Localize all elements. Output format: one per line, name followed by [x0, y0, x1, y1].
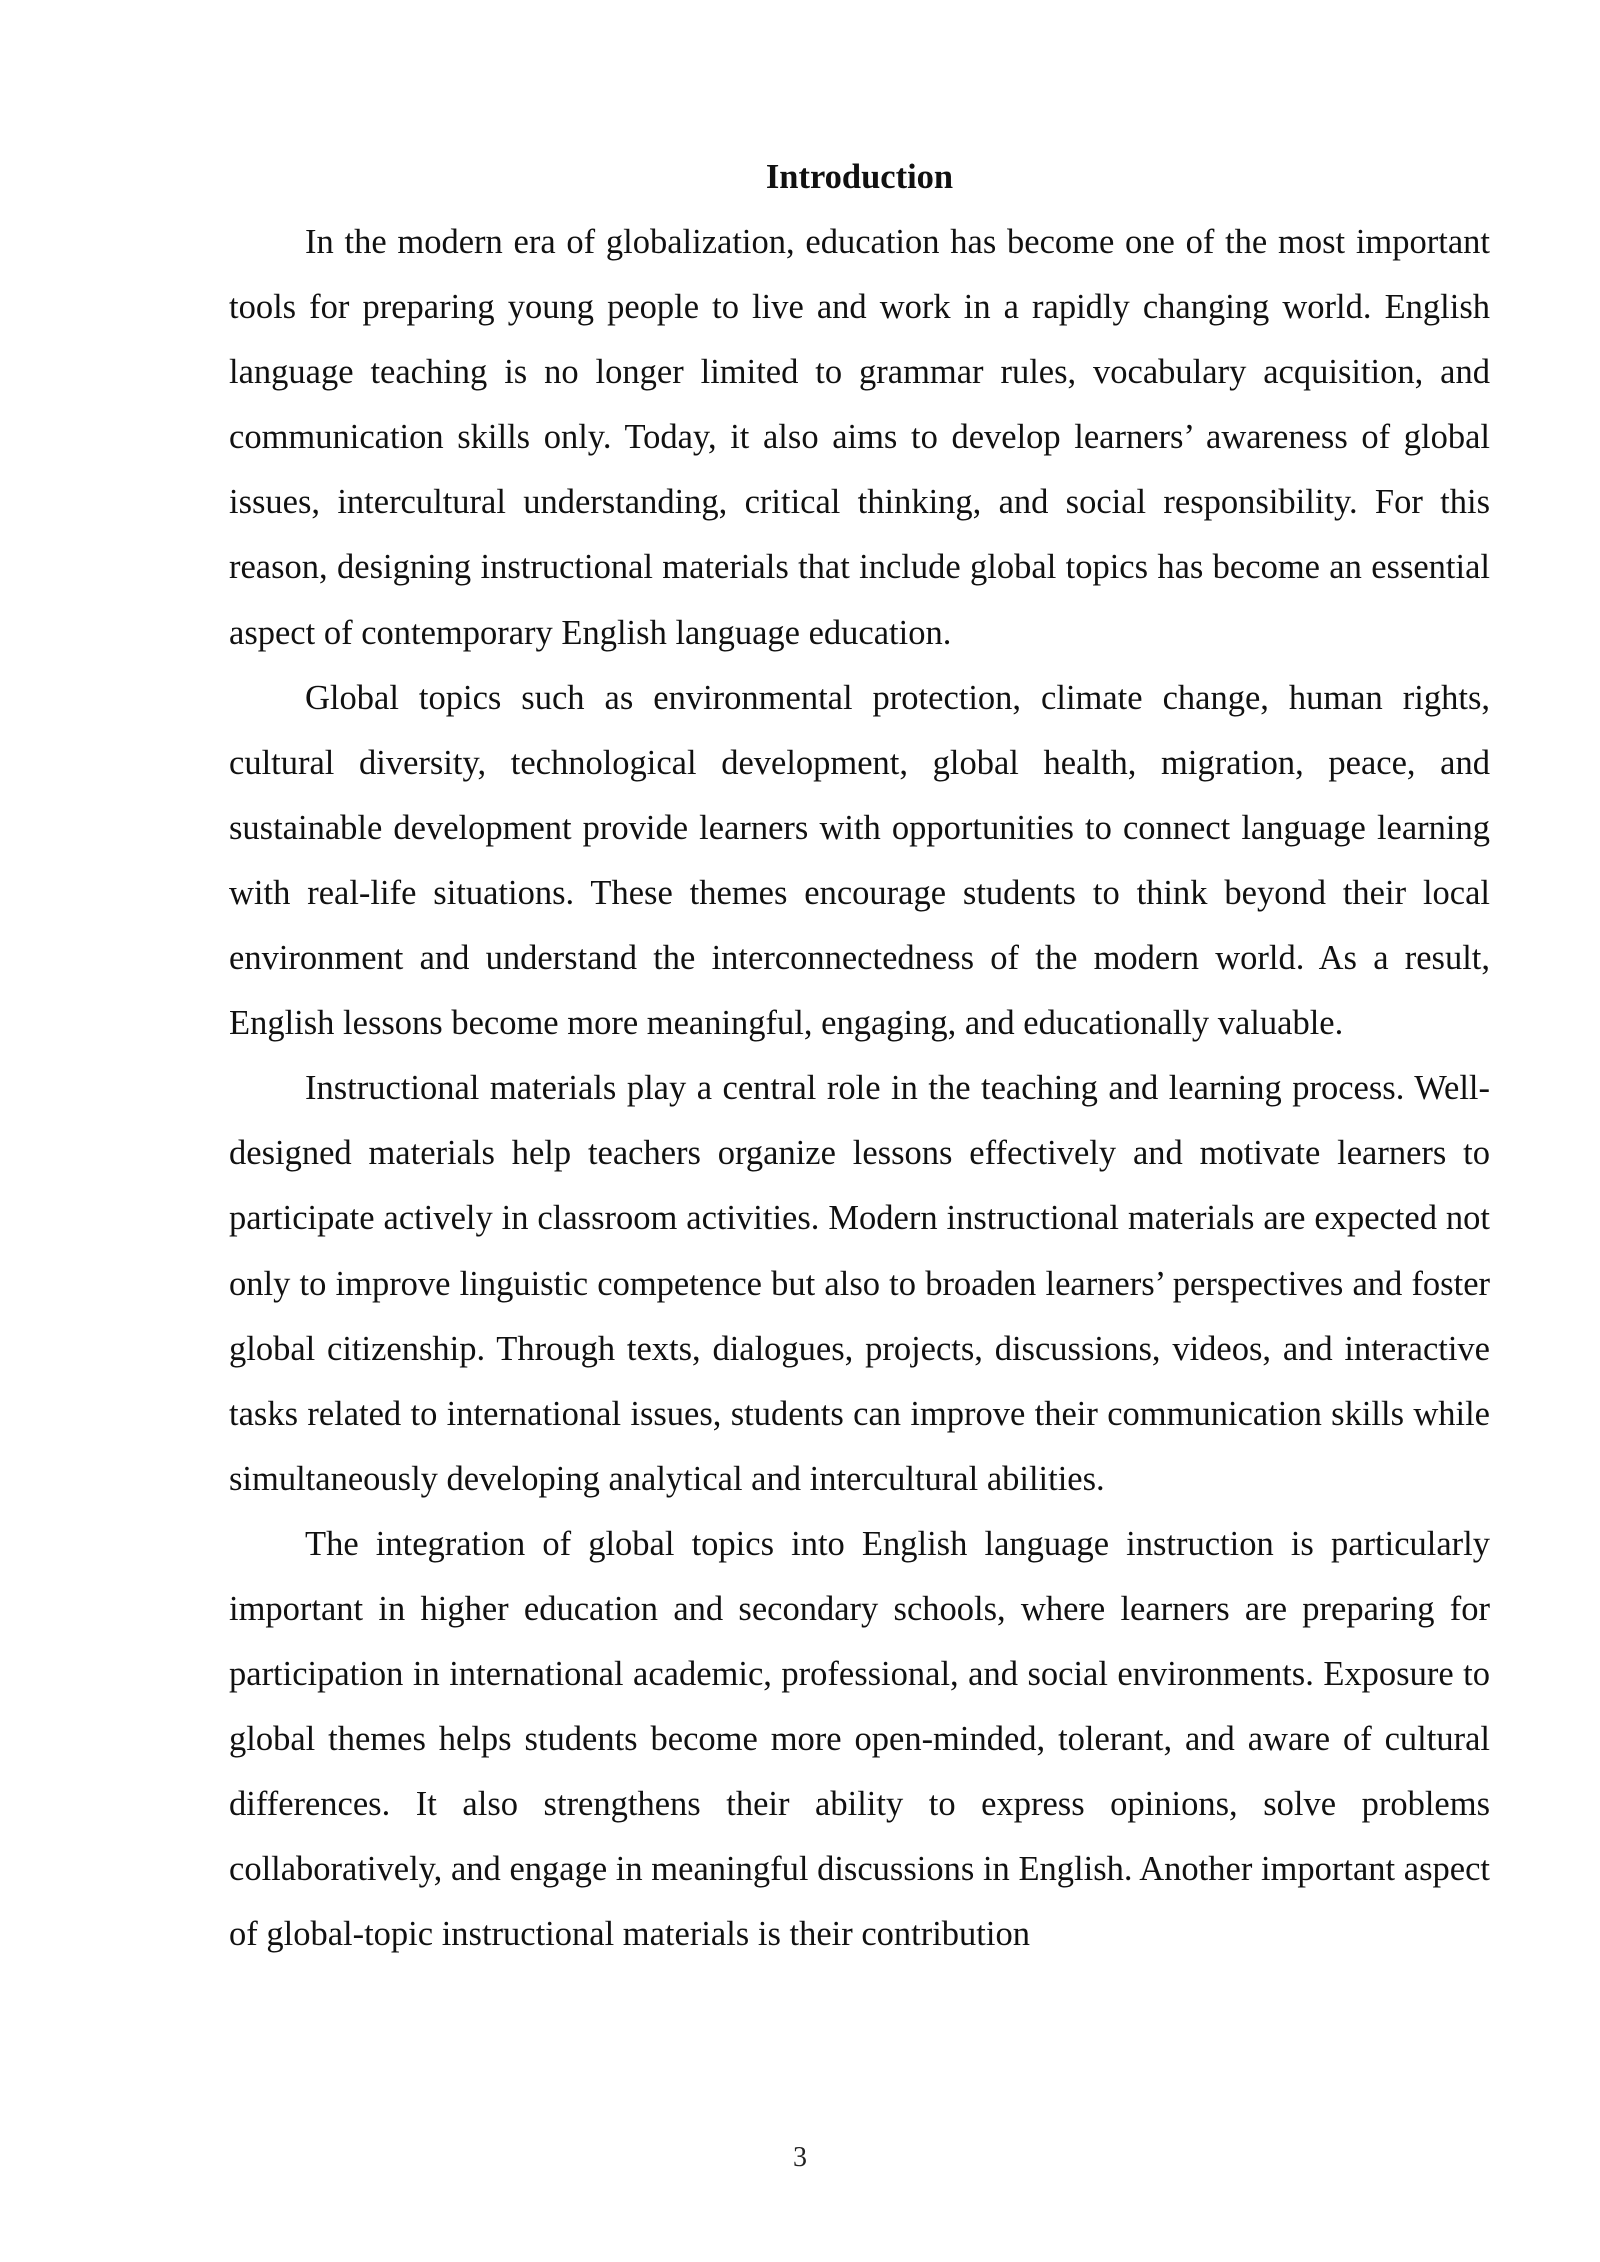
- paragraph-1: In the modern era of globalization, education has become one of the most important tools for preparing young people to live and work in a rapidly changing world. English language teaching is no longer limited to grammar rules, vocabulary acquisition, and communication skills only. Today, it also aims to develop learners’ awareness of global issues, intercultural understanding, critical thinking, and social responsibility. For this reason, designing instructional materials that include global topics has become an essential aspect of contemporary English language education.: [229, 223, 1490, 652]
- paragraph-4: The integration of global topics into English language instruction is particularly important in higher education and secondary schools, where learners are preparing for participation in international academic, professional, and social environments. Exposure to global themes helps students become more open-minded, tolerant, and aware of cultural differences. It also strengthens their ability to express opinions, solve problems collaboratively, and engage in meaningful discussions in English. Another important aspect of global-topic instructional materials is their contribution: [229, 1524, 1490, 1954]
- paragraph-3: Instructional materials play a central role in the teaching and learning process. Well-designed materials help teachers organize lessons effectively and motivate learners to participate actively in classroom activities. Modern instructional materials are expected not only to improve linguistic competence but also to broaden learners’ perspectives and foster global citizenship. Through texts, dialogues, projects, discussions, videos, and interactive tasks related to international issues, students can improve their communication skills while simultaneously developing analytical and intercultural abilities.: [229, 1069, 1490, 1498]
- section-heading: Introduction: [765, 158, 954, 196]
- page-number: 3: [793, 2142, 807, 2173]
- paragraph-2: Global topics such as environmental protection, climate change, human rights, cultural diversity, technological development, global health, migration, peace, and sustainable development provide learners with opportunities to connect language learning with real-life situations. These themes encourage students to think beyond their local environment and understand the interconnectedness of the modern world. As a result, English lessons become more meaningful, engaging, and educationally valuable.: [229, 678, 1490, 1043]
- page-body: [229, 145, 1490, 1968]
